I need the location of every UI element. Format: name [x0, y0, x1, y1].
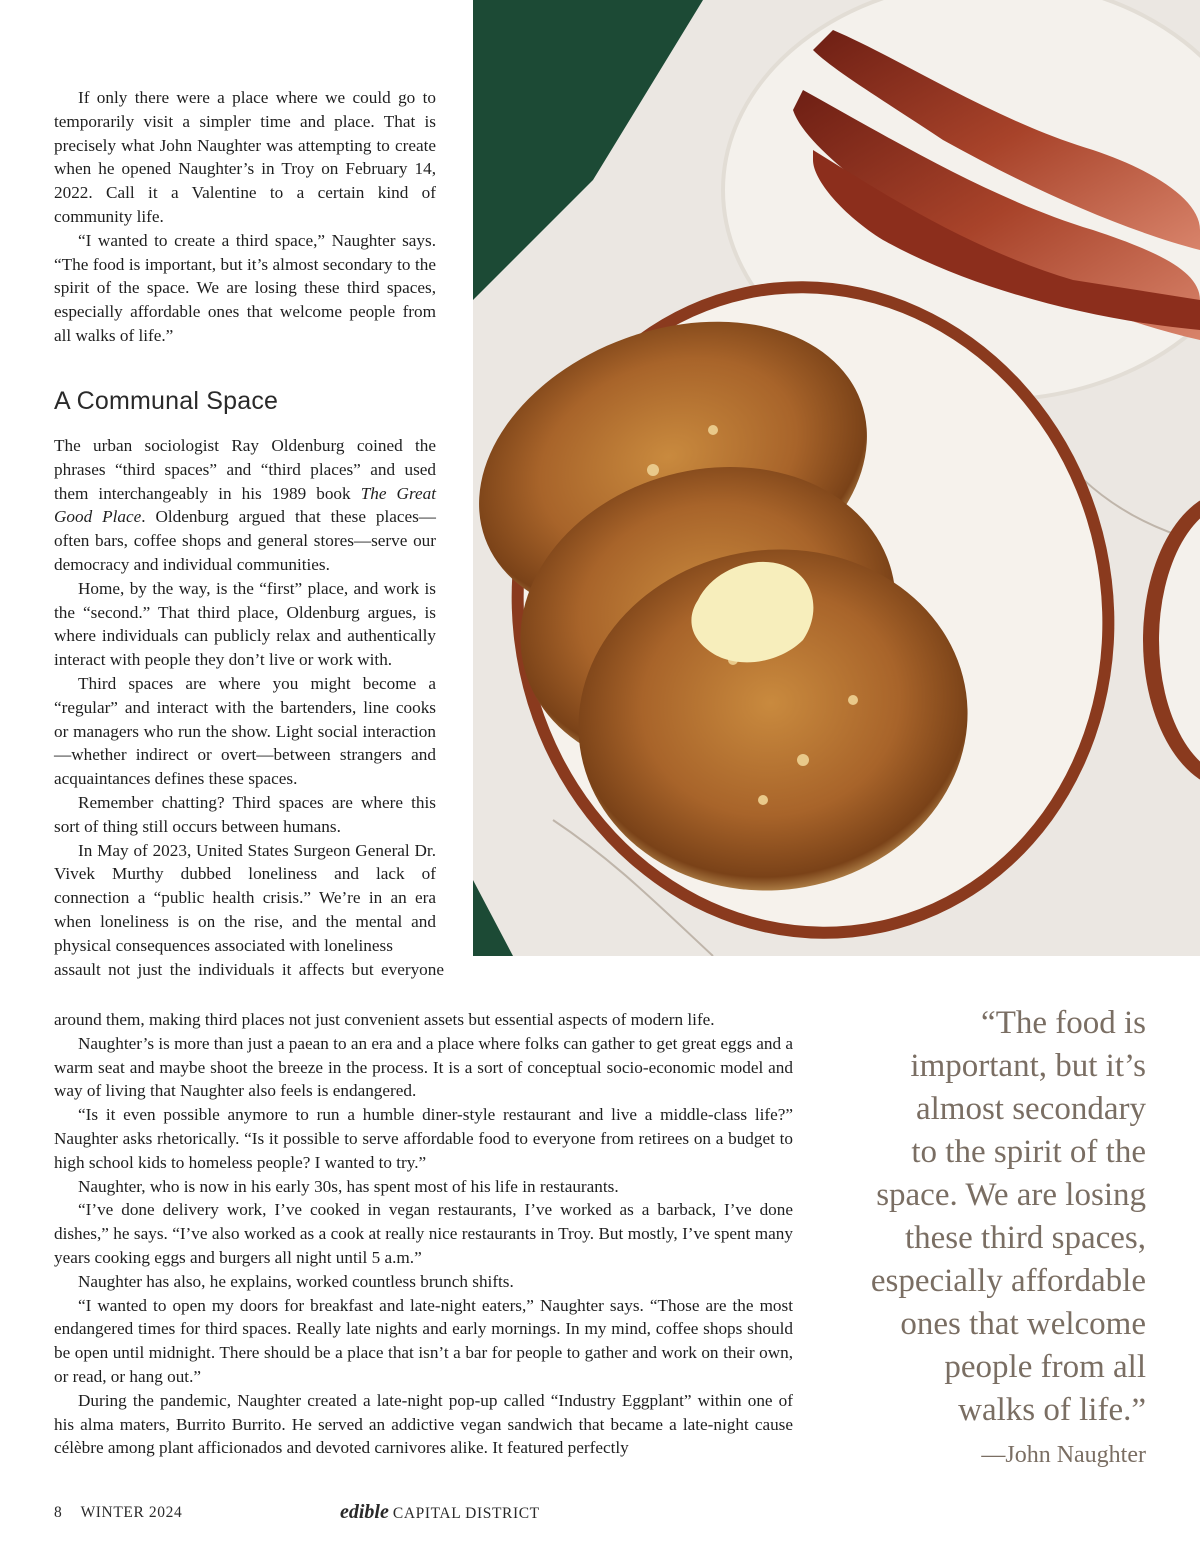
- pull-quote-line: these third spaces,: [904, 1220, 1146, 1256]
- body-paragraph-3: Third spaces are where you might become a “regular” and interact with the bartenders, line cooks or managers who run the show. Light social interaction—whether indirect or overt—between strangers and acquaintances defines these spaces.: [54, 673, 436, 789]
- body-paragraph-1-text-a: The urban sociologist Ray Oldenburg coined the phrases “third spaces” and “third places” and used them interchangeably in his 1989 book: [54, 436, 436, 503]
- body-paragraph-5-last-line: assault not just the individuals it affects but everyone: [54, 959, 444, 979]
- wide-column: [54, 1008, 793, 1460]
- pancakes-bacon-photo: [473, 0, 1200, 956]
- brand-edible: edible: [340, 1501, 389, 1523]
- pull-quote-line: people from all: [944, 1349, 1146, 1385]
- pull-quote-line: important, but it’s: [910, 1048, 1146, 1084]
- body-paragraph-5-continued: around them, making third places not just convenient assets but essential aspects of modern life.: [54, 1010, 715, 1029]
- pull-quote-line: almost secondary: [915, 1091, 1146, 1127]
- issue-label: WINTER 2024: [80, 1504, 183, 1521]
- body-paragraph-7: “Is it even possible anymore to run a humble diner-style restaurant and live a middle-class life?” Naughter asks rhetorically. “Is it possible to serve affordable food to everyone from retirees on a budget to high school kids to homeless people? I wanted to try.”: [54, 1105, 793, 1172]
- body-paragraph-9: “I’ve done delivery work, I’ve cooked in vegan restaurants, I’ve worked as a barback, I’ve done dishes,” he says. “I’ve also worked as a cook at really nice restaurants in Troy. But mostly, I’ve spent many years cooking eggs and burgers all night until 5 a.m.”: [54, 1200, 793, 1267]
- body-paragraph-12: During the pandemic, Naughter created a late-night pop-up called “Industry Eggplant” within one of his alma maters, Burrito Burrito. He served an addictive vegan sandwich that became a late-night cause célèbre among plant afficionados and devoted carnivores alike. It featured perfectly: [54, 1390, 793, 1458]
- brand-region: CAPITAL DISTRICT: [392, 1505, 540, 1522]
- body-paragraph-5: In May of 2023, United States Surgeon General Dr. Vivek Murthy dubbed loneliness and lack of connection a “public health crisis.” We’re in an era when loneliness is on the rise, and the mental and physical consequences associated with loneliness: [54, 840, 436, 955]
- body-paragraph-11: “I wanted to open my doors for breakfast and late-night eaters,” Naughter says. “Those are the most endangered times for third spaces. Really late nights and early mornings. In my mind, coffee shops should be open until midnight. There should be a place that isn’t a bar for people to gather and work on their own, or read, or hang out.”: [54, 1295, 793, 1386]
- narrow-column: [54, 434, 444, 981]
- pull-quote-line: ones that welcome: [900, 1306, 1146, 1342]
- pull-quote-line: to the spirit of the: [911, 1134, 1146, 1170]
- intro-paragraph-1: If only there were a place where we could go to temporarily visit a simpler time and place. That is precisely what John Naughter was attempting to create when he opened Naughter’s in Troy on February 14, 2022. Call it a Valentine to a certain kind of community life.: [54, 88, 436, 226]
- intro-paragraph-2: “I wanted to create a third space,” Naughter says. “The food is important, but it’s almost secondary to the spirit of the space. We are losing these third spaces, especially affordable ones that welcome people from all walks of life.”: [54, 230, 436, 345]
- pull-quote: [830, 1002, 1146, 1470]
- intro-column: [54, 86, 436, 348]
- body-paragraph-6: Naughter’s is more than just a paean to an era and a place where folks can gather to get great eggs and a warm seat and maybe shoot the breeze in the process. It is a sort of conceptual socio-economic model and way of living that Naughter also feels is endangered.: [54, 1033, 793, 1101]
- page-footer: [54, 1501, 540, 1523]
- photo-illustration: [473, 0, 1200, 956]
- pull-quote-line: “The food is: [981, 1005, 1146, 1041]
- pull-quote-attribution: —John Naughter: [981, 1442, 1146, 1468]
- page-number: 8: [54, 1504, 63, 1521]
- magazine-brand: [340, 1501, 540, 1524]
- body-paragraph-10: Naughter has also, he explains, worked countless brunch shifts.: [78, 1271, 514, 1291]
- body-paragraph-1: [54, 434, 436, 577]
- body-paragraph-1-text-b: . Oldenburg argued that these places—often bars, coffee shops and general stores—serve our democracy and individual communities.: [54, 507, 436, 574]
- body-paragraph-2: Home, by the way, is the “first” place, and work is the “second.” That third place, Oldenburg argues, is where individuals can publicly relax and authentically interact with people they don’t live or work with.: [54, 578, 436, 670]
- body-paragraph-4: Remember chatting? Third spaces are where this sort of thing still occurs between humans.: [54, 792, 436, 836]
- pull-quote-line: especially affordable: [870, 1263, 1146, 1299]
- book-title: The Great Good Place: [54, 483, 436, 527]
- pull-quote-line: space. We are losing: [876, 1177, 1146, 1213]
- pull-quote-line: walks of life.”: [958, 1392, 1146, 1428]
- section-heading: A Communal Space: [54, 387, 279, 415]
- body-paragraph-8: Naughter, who is now in his early 30s, has spent most of his life in restaurants.: [78, 1176, 619, 1196]
